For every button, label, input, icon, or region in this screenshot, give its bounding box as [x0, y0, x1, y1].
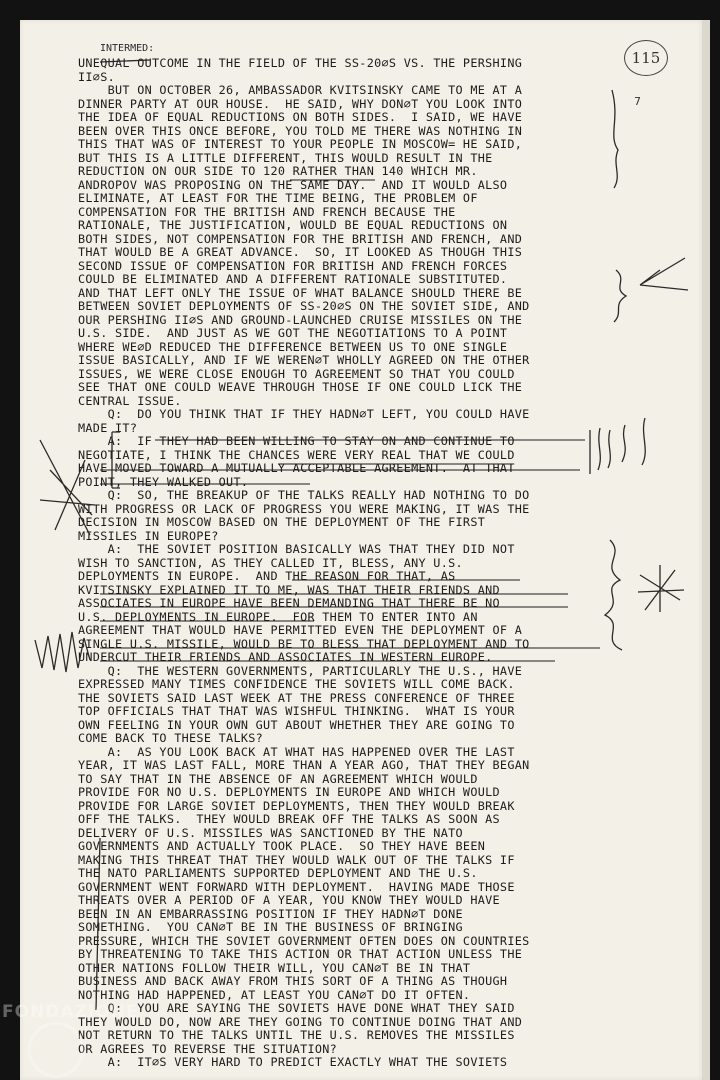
text-line: Q: YOU ARE SAYING THE SOVIETS HAVE DONE WHAT THEY SAID — [78, 1001, 515, 1015]
text-line: OTHER NATIONS FOLLOW THEIR WILL, YOU CAN⌀T BE IN THAT — [78, 960, 471, 975]
text-line: OFF THE TALKS. THEY WOULD BREAK OFF THE TALKS AS SOON AS — [78, 812, 500, 826]
text-line: KVITSINSKY EXPLAINED IT TO ME, WAS THAT THEIR FRIENDS AND — [78, 582, 500, 597]
text-line: DEPLOYMENTS IN EUROPE. AND THE REASON FOR THAT, AS — [78, 569, 456, 583]
text-line: PROVIDE FOR LARGE SOVIET DEPLOYMENTS, THEN THEY WOULD BREAK — [78, 798, 515, 813]
text-line: U.S. DEPLOYMENTS IN EUROPE. FOR THEM TO ENTER INTO AN — [78, 609, 478, 624]
text-line: SOMETHING. YOU CAN⌀T BE IN THE BUSINESS OF BRINGING — [78, 920, 463, 934]
text-line: COULD BE ELIMINATED AND A DIFFERENT RATIONALE SUBSTITUTED. — [78, 272, 508, 286]
intermed-label: INTERMED: — [100, 43, 155, 54]
text-line: ELIMINATE, AT LEAST FOR THE TIME BEING, THE PROBLEM OF — [78, 191, 478, 205]
text-line: A: IT⌀S VERY HARD TO PREDICT EXACTLY WHAT THE SOVIETS — [78, 1055, 508, 1069]
text-line: DECISION IN MOSCOW BASED ON THE DEPLOYMENT OF THE FIRST — [78, 515, 486, 529]
text-line: RATIONALE, THE JUSTIFICATION, WOULD BE EQUAL REDUCTIONS ON — [78, 218, 508, 232]
text-line: ANDROPOV WAS PROPOSING ON THE SAME DAY. AND IT WOULD ALSO — [78, 177, 508, 192]
text-line: OUR PERSHING II⌀S AND GROUND-LAUNCHED CRUISE MISSILES ON THE — [78, 312, 523, 327]
text-line: DINNER PARTY AT OUR HOUSE. HE SAID, WHY DON⌀T YOU LOOK INTO — [78, 96, 523, 111]
text-line: WHERE WE⌀D REDUCED THE DIFFERENCE BETWEEN US TO ONE SINGLE — [78, 339, 508, 354]
text-line: TOP OFFICIALS THAT THAT WAS WISHFUL THINKING. WHAT IS YOUR — [78, 704, 515, 718]
text-line: BY THREATENING TO TAKE THIS ACTION OR THAT ACTION UNLESS THE — [78, 947, 523, 961]
text-line: HAVE MOVED TOWARD A MUTUALLY ACCEPTABLE AGREEMENT. AT THAT — [78, 461, 515, 475]
text-line: BUT THIS IS A LITTLE DIFFERENT, THIS WOULD RESULT IN THE — [78, 150, 493, 165]
text-line: DELIVERY OF U.S. MISSILES WAS SANCTIONED BY THE NATO — [78, 825, 463, 840]
text-line: GOVERNMENT WENT FORWARD WITH DEPLOYMENT. HAVING MADE THOSE — [78, 879, 515, 894]
text-line: COMPENSATION FOR THE BRITISH AND FRENCH BECAUSE THE — [78, 204, 456, 219]
text-line: UNEQUAL OUTCOME IN THE FIELD OF THE SS-20⌀S VS. THE PERSHING — [78, 56, 523, 70]
text-line: Q: SO, THE BREAKUP OF THE TALKS REALLY HAD NOTHING TO DO — [78, 488, 530, 502]
text-line: THE IDEA OF EQUAL REDUCTIONS ON BOTH SIDES. I SAID, WE HAVE — [78, 110, 523, 124]
text-line: U.S. SIDE. AND JUST AS WE GOT THE NEGOTIATIONS TO A POINT — [78, 326, 508, 340]
text-line: WITH PROGRESS OR LACK OF PROGRESS YOU WERE MAKING, IT WAS THE — [78, 501, 530, 516]
text-line: SECOND ISSUE OF COMPENSATION FOR BRITISH AND FRENCH FORCES — [78, 258, 508, 273]
text-line: YEAR, IT WAS LAST FALL, MORE THAN A YEAR AGO, THAT THEY BEGAN — [78, 758, 530, 772]
text-line: SINGLE U.S. MISSILE, WOULD BE TO BLESS THAT DEPLOYMENT AND TO — [78, 636, 530, 651]
page-number-circle — [624, 40, 668, 76]
text-line: CENTRAL ISSUE. — [78, 393, 182, 408]
text-line: PRESSURE, WHICH THE SOVIET GOVERNMENT OFTEN DOES ON COUNTRIES — [78, 933, 530, 948]
text-line: ISSUES, WE WERE CLOSE ENOUGH TO AGREEMENT SO THAT YOU COULD — [78, 366, 515, 381]
text-line: THREATS OVER A PERIOD OF A YEAR, YOU KNOW THEY WOULD HAVE — [78, 893, 500, 907]
text-line: SEE THAT ONE COULD WEAVE THROUGH THOSE IF ONE COULD LICK THE — [78, 380, 523, 394]
page-number: 115 — [631, 49, 661, 67]
text-line: POINT, THEY WALKED OUT. — [78, 474, 249, 489]
text-line: THAT WOULD BE A GREAT ADVANCE. SO, IT LOOKED AS THOUGH THIS — [78, 245, 523, 259]
text-line: A: AS YOU LOOK BACK AT WHAT HAS HAPPENED OVER THE LAST — [78, 744, 515, 759]
text-line: BOTH SIDES, NOT COMPENSATION FOR THE BRITISH AND FRENCH, AND — [78, 231, 523, 246]
text-line: BEEN IN AN EMBARRASSING POSITION IF THEY HADN⌀T DONE — [78, 906, 463, 921]
text-line: BETWEEN SOVIET DEPLOYMENTS OF SS-20⌀S ON THE SOVIET SIDE, AND — [78, 299, 530, 313]
text-line: A: IF THEY HAD BEEN WILLING TO STAY ON AND CONTINUE TO — [78, 434, 515, 448]
text-line: MISSILES IN EUROPE? — [78, 528, 219, 543]
text-line: OWN FEELING IN YOUR OWN GUT ABOUT WHETHER THEY ARE GOING TO — [78, 717, 515, 732]
text-line: NOTHING HAD HAPPENED, AT LEAST YOU CAN⌀T DO IT OFTEN. — [78, 987, 471, 1002]
text-line: II⌀S. — [78, 69, 116, 84]
text-line: BEEN OVER THIS ONCE BEFORE, YOU TOLD ME THERE WAS NOTHING IN — [78, 123, 523, 138]
text-line: AND THAT LEFT ONLY THE ISSUE OF WHAT BALANCE SHOULD THERE BE — [78, 285, 523, 300]
text-line: NEGOTIATE, I THINK THE CHANCES WERE VERY REAL THAT WE COULD — [78, 447, 515, 462]
typed-text-body — [78, 57, 618, 1070]
text-line: MAKING THIS THREAT THAT THEY WOULD WALK OUT OF THE TALKS IF — [78, 852, 515, 867]
text-line: ASSOCIATES IN EUROPE HAVE BEEN DEMANDING THAT THERE BE NO — [78, 596, 500, 610]
text-line: GOVERNMENTS AND ACTUALLY TOOK PLACE. SO THEY HAVE BEEN — [78, 839, 486, 853]
text-line: MADE IT? — [78, 420, 138, 435]
watermark-logo — [28, 1022, 84, 1078]
text-line: THEY WOULD DO, NOW ARE THEY GOING TO CONTINUE DOING THAT AND — [78, 1014, 523, 1029]
text-line: OR AGREES TO REVERSE THE SITUATION? — [78, 1041, 338, 1056]
text-line: Q: THE WESTERN GOVERNMENTS, PARTICULARLY THE U.S., HAVE — [78, 663, 523, 678]
text-line: BUSINESS AND BACK AWAY FROM THIS SORT OF A THING AS THOUGH — [78, 974, 508, 988]
text-line: WISH TO SANCTION, AS THEY CALLED IT, BLESS, ANY U.S. — [78, 555, 463, 570]
text-line: NOT RETURN TO THE TALKS UNTIL THE U.S. REMOVES THE MISSILES — [78, 1028, 515, 1042]
text-line: BUT ON OCTOBER 26, AMBASSADOR KVITSINSKY CAME TO ME AT A — [78, 83, 523, 97]
text-line: EXPRESSED MANY TIMES CONFIDENCE THE SOVIETS WILL COME BACK. — [78, 677, 515, 691]
text-line: A: THE SOVIET POSITION BASICALLY WAS THAT THEY DID NOT — [78, 542, 515, 556]
text-line: UNDERCUT THEIR FRIENDS AND ASSOCIATES IN WESTERN EUROPE. — [78, 650, 493, 664]
margin-number: 7 — [634, 95, 641, 108]
text-line: ISSUE BASICALLY, AND IF WE WEREN⌀T WHOLLY AGREED ON THE OTHER — [78, 353, 530, 367]
text-line: AGREEMENT THAT WOULD HAVE PERMITTED EVEN THE DEPLOYMENT OF A — [78, 623, 523, 637]
text-line: COME BACK TO THESE TALKS? — [78, 731, 264, 745]
text-line: Q: DO YOU THINK THAT IF THEY HADN⌀T LEFT, YOU COULD HAVE — [78, 407, 530, 421]
page-edge — [702, 20, 710, 1080]
text-line: REDUCTION ON OUR SIDE TO 120 RATHER THAN 140 WHICH MR. — [78, 164, 478, 178]
text-line: THE NATO PARLIAMENTS SUPPORTED DEPLOYMENT AND THE U.S. — [78, 866, 478, 880]
text-line: THE SOVIETS SAID LAST WEEK AT THE PRESS CONFERENCE OF THREE — [78, 690, 515, 705]
text-line: PROVIDE FOR NO U.S. DEPLOYMENTS IN EUROPE AND WHICH WOULD — [78, 785, 500, 799]
text-line: TO SAY THAT IN THE ABSENCE OF AN AGREEMENT WHICH WOULD — [78, 771, 478, 786]
text-line: THIS THAT WAS OF INTEREST TO YOUR PEOPLE IN MOSCOW= HE SAID, — [78, 137, 523, 151]
archive-watermark: FONDAZIONE — [2, 1002, 139, 1022]
